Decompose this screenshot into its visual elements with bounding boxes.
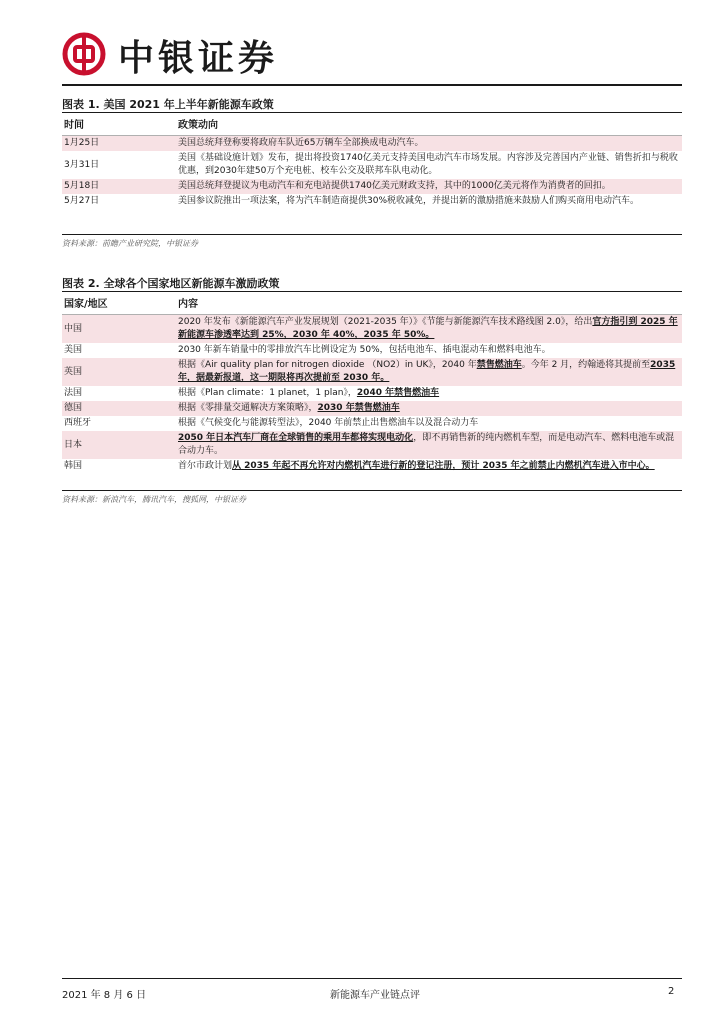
us-policy-table [62,116,682,209]
table-row [62,401,682,416]
bank-of-china-logo-icon [62,32,106,76]
table1-bottom-rule [62,234,682,235]
row-country: 韩国 [64,461,83,471]
row-country: 美国 [64,345,83,355]
row-date: 5月27日 [64,196,100,206]
table1-header-date: 时间 [62,116,176,136]
row-text: 根据《气候变化与能源转型法》，2040 年前禁止出售燃油车以及混合动力车 [178,418,479,428]
row-country: 英国 [62,358,176,386]
table-row [62,136,682,152]
table2-bottom-rule [62,490,682,491]
table-row [62,179,682,194]
row-text: 首尔市政计划从 2035 年起不再允许对内燃机汽车进行新的登记注册，预计 2035 年之前禁止内燃机汽车进入市中心。 [178,461,655,471]
row-text: 2030 年新车销量中的零排放汽车比例设定为 50%，包括电池车、插电混动车和燃料电池车。 [178,345,551,355]
page-number: 2 [668,986,675,997]
row-country: 法国 [64,388,83,398]
table-row [62,416,682,431]
table-row [62,151,682,179]
table2-source: 资料来源：新浪汽车，腾讯汽车，搜狐网，中银证券 [62,495,246,504]
row-text: 美国总统拜登称要将政府车队近65万辆车全部换成电动汽车。 [176,136,682,152]
row-date: 5月18日 [62,179,176,194]
row-text: 根据《Plan climate：1 planet，1 plan》，2040 年禁售燃油车 [178,388,440,398]
row-text: 美国总统拜登提议为电动汽车和充电站提供1740亿美元财政支持，其中的1000亿美元将作为消费者的回扣。 [176,179,682,194]
table2-header-content: 内容 [176,295,682,315]
table-row [62,386,682,401]
table1-header-policy: 政策动向 [176,116,682,136]
page-header [62,24,682,84]
row-country: 西班牙 [64,418,92,428]
row-date: 1月25日 [62,136,176,152]
row-text: 2020 年发布《新能源汽车产业发展规划（2021-2035 年）》《节能与新能源汽车技术路线图 2.0》，给出官方指引到 2025 年新能源车渗透率达到 25%，2030 年 40%，2035 年 50%。 [176,315,682,344]
brand-name: 中银证券 [118,38,279,79]
row-text: 美国参议院推出一项法案，将为汽车制造商提供30%税收减免，并提出新的激励措施来鼓励人们购买商用电动汽车。 [178,196,640,206]
table-row [62,459,682,474]
table-row [62,194,682,209]
table2-title: 图表 2. 全球各个国家地区新能源车激励政策 [62,277,280,290]
global-policy-table [62,295,682,474]
footer-rule [62,978,682,979]
footer-date: 2021 年 8 月 6 日 [62,990,147,1001]
table2-top-rule [62,291,682,292]
row-country: 日本 [62,431,176,459]
row-country: 德国 [62,401,176,416]
table1-title: 图表 1. 美国 2021 年上半年新能源车政策 [62,98,274,111]
header-rule [62,84,682,86]
table-row [62,358,682,386]
table-row [62,315,682,344]
row-date: 3月31日 [64,159,100,170]
table-row [62,343,682,358]
table-row [62,431,682,459]
row-country: 中国 [62,315,176,344]
table1-top-rule [62,112,682,113]
footer-title: 新能源车产业链点评 [330,990,420,1001]
row-text: 根据《Air quality plan for nitrogen dioxide （NO2）in UK》，2040 年禁售燃油车。今年 2 月，约翰逊将其提前至2035 年，据最新报道，这一期限将再次提前至 2030 年。 [176,358,682,386]
table2-header-country: 国家/地区 [62,295,176,315]
row-text: 2050 年日本汽车厂商在全球销售的乘用车都将实现电动化，即不再销售新的纯内燃机车型，而是电动汽车、燃料电池车或混合动力车。 [176,431,682,459]
row-text: 根据《零排量交通解决方案策略》，2030 年禁售燃油车 [176,401,682,416]
row-text: 美国《基础设施计划》发布，提出将投资1740亿美元支持美国电动汽车市场发展。内容涉及完善国内产业链、销售折扣与税收优惠，到2030年建50万个充电桩、校车公交及联邦车队电动化。 [178,153,678,176]
table1-source: 资料来源：前瞻产业研究院，中银证券 [62,239,198,248]
